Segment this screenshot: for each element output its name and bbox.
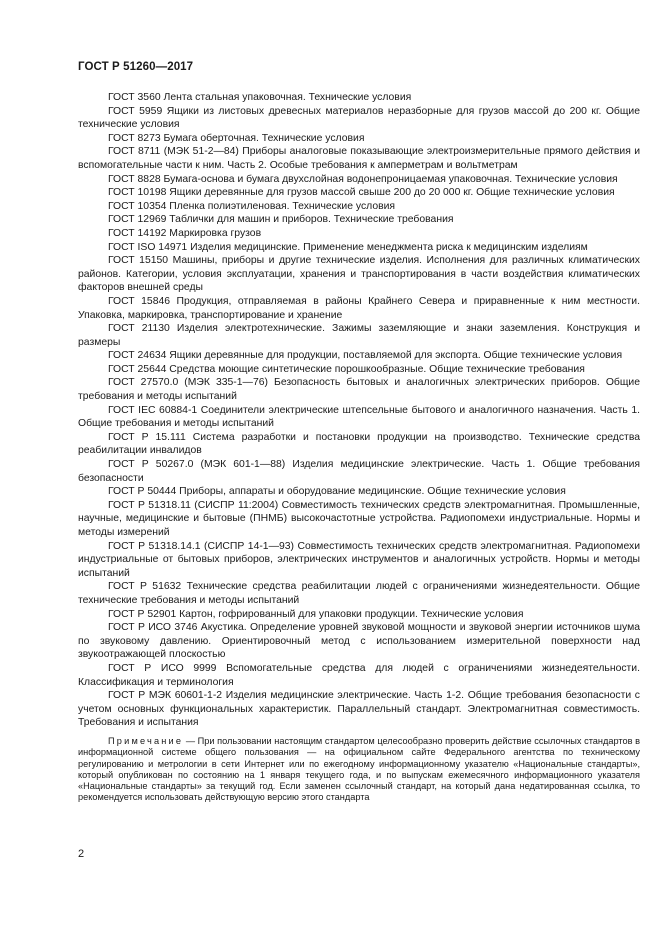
document-header: ГОСТ Р 51260—2017 [78, 61, 194, 73]
reference-entry: ГОСТ 14192 Маркировка грузов [108, 227, 262, 239]
reference-entry: ГОСТ Р МЭК 60601-1-2 Изделия медицинские электрические. Часть 1-2. Общие требования безопасности с учетом основных функциональных характеристик. Параллельный стандарт. Электромагнитная совместимость. Требования и испытания [78, 690, 640, 729]
reference-entry: ГОСТ Р 51318.11 (СИСПР 11:2004) Совместимость технических средств электромагнитная. Промышленные, научные, медицинские и бытовые (ПНМБ) высокочастотные устройства. Радиопомехи индустриальные. Нормы и методы измерений [78, 499, 640, 538]
reference-entry: ГОСТ 8828 Бумага-основа и бумага двухслойная водонепроницаемая упаковочная. Технические условия [108, 173, 618, 185]
reference-entry: ГОСТ 8273 Бумага оберточная. Технические условия [108, 132, 365, 144]
reference-entry: ГОСТ 12969 Таблички для машин и приборов. Технические требования [108, 214, 454, 226]
reference-entry: ГОСТ Р 50444 Приборы, аппараты и оборудование медицинские. Общие технические условия [108, 486, 566, 498]
reference-entry: ГОСТ 8711 (МЭК 51-2—84) Приборы аналоговые показывающие электроизмерительные прямого действия и вспомогательные части к ним. Часть 2. Особые требования к амперметрам и вольтметрам [78, 146, 640, 171]
reference-entry: ГОСТ 24634 Ящики деревянные для продукции, поставляемой для экспорта. Общие технические условия [108, 350, 623, 362]
reference-entry: ГОСТ Р 51318.14.1 (СИСПР 14-1—93) Совместимость технических средств электромагнитная. Радиопомехи индустриальные от бытовых приборов, электрических инструментов и аналогичных устройств. Нормы и методы испытаний [78, 540, 640, 579]
reference-entry: ГОСТ 10198 Ящики деревянные для грузов массой свыше 200 до 20 000 кг. Общие технические условия [108, 187, 615, 199]
reference-entry: ГОСТ 5959 Ящики из листовых древесных материалов неразборные для грузов массой до 200 кг. Общие технические условия [78, 105, 640, 131]
reference-entry: ГОСТ Р 15.111 Система разработки и постановки продукции на производство. Технические средства реабилитации инвалидов [78, 431, 640, 457]
reference-entry: ГОСТ Р ИСО 9999 Вспомогательные средства для людей с ограничениями жизнедеятельности. Классификация и терминология [78, 662, 640, 688]
page-number: 2 [78, 848, 85, 860]
reference-entry: ГОСТ 15150 Машины, приборы и другие технические изделия. Исполнения для различных климатических районов. Категории, условия эксплуатации, хранения и транспортирования в части воздействия климатических факторов внешней среды [78, 255, 640, 294]
reference-entry: ГОСТ 25644 Средства моющие синтетические порошкообразные. Общие технические требования [108, 363, 585, 375]
reference-entry: ГОСТ 15846 Продукция, отправляемая в районы Крайнего Севера и приравненные к ним местности. Упаковка, маркировка, транспортирование и хранение [78, 295, 640, 321]
reference-entry: ГОСТ ISO 14971 Изделия медицинские. Применение менеджмента риска к медицинским изделиям [108, 241, 588, 253]
reference-entry: ГОСТ IEC 60884-1 Соединители электрические штепсельные бытового и аналогичного назначения. Часть 1. Общие требования и методы испытаний [78, 404, 640, 430]
reference-entry: ГОСТ Р 50267.0 (МЭК 601-1—88) Изделия медицинские электрические. Часть 1. Общие требования безопасности [78, 459, 640, 484]
reference-entry: ГОСТ 27570.0 (МЭК 335-1—76) Безопасность бытовых и аналогичных электрических приборов. Общие требования и методы испытаний [78, 377, 640, 403]
references-list [78, 91, 640, 813]
reference-entry: ГОСТ 3560 Лента стальная упаковочная. Технические условия [108, 92, 412, 103]
reference-entry: ГОСТ Р ИСО 3746 Акустика. Определение уровней звуковой мощности и звуковой энергии источников шума по звуковому давлению. Ориентировочный метод с использованием измерительной поверхности над звукоотражающей плоскостью [78, 622, 640, 661]
reference-entry: ГОСТ 21130 Изделия электротехнические. Зажимы заземляющие и знаки заземления. Конструкция и размеры [78, 323, 640, 348]
note-text: — При пользовании настоящим стандартом целесообразно проверить действие ссылочных стандартов в информационной системе общего пользования — на официальном сайте Федерального агентства по техническому регулированию и метрологии в сети Интернет или по ежегодному информационному указателю «Национальные стандарты», который опубликован по состоянию на 1 января текущего года, и по выпускам ежемесячного информационного указателя «Национальные стандарты» за текущий год. Если заменен ссылочный стандарт, на который дана недатированная ссылка, то рекомендуется использовать действующую версию этого стандарта [78, 735, 640, 803]
reference-entry: ГОСТ Р 52901 Картон, гофрированный для упаковки продукции. Технические условия [108, 608, 524, 620]
reference-entry: ГОСТ Р 51632 Технические средства реабилитации людей с ограничениями жизнедеятельности. Общие технические требования и методы испытаний [78, 581, 640, 606]
note-paragraph [78, 736, 640, 804]
note-label: Примечание [108, 735, 184, 746]
reference-entry: ГОСТ 10354 Пленка полиэтиленовая. Технические условия [108, 200, 396, 212]
